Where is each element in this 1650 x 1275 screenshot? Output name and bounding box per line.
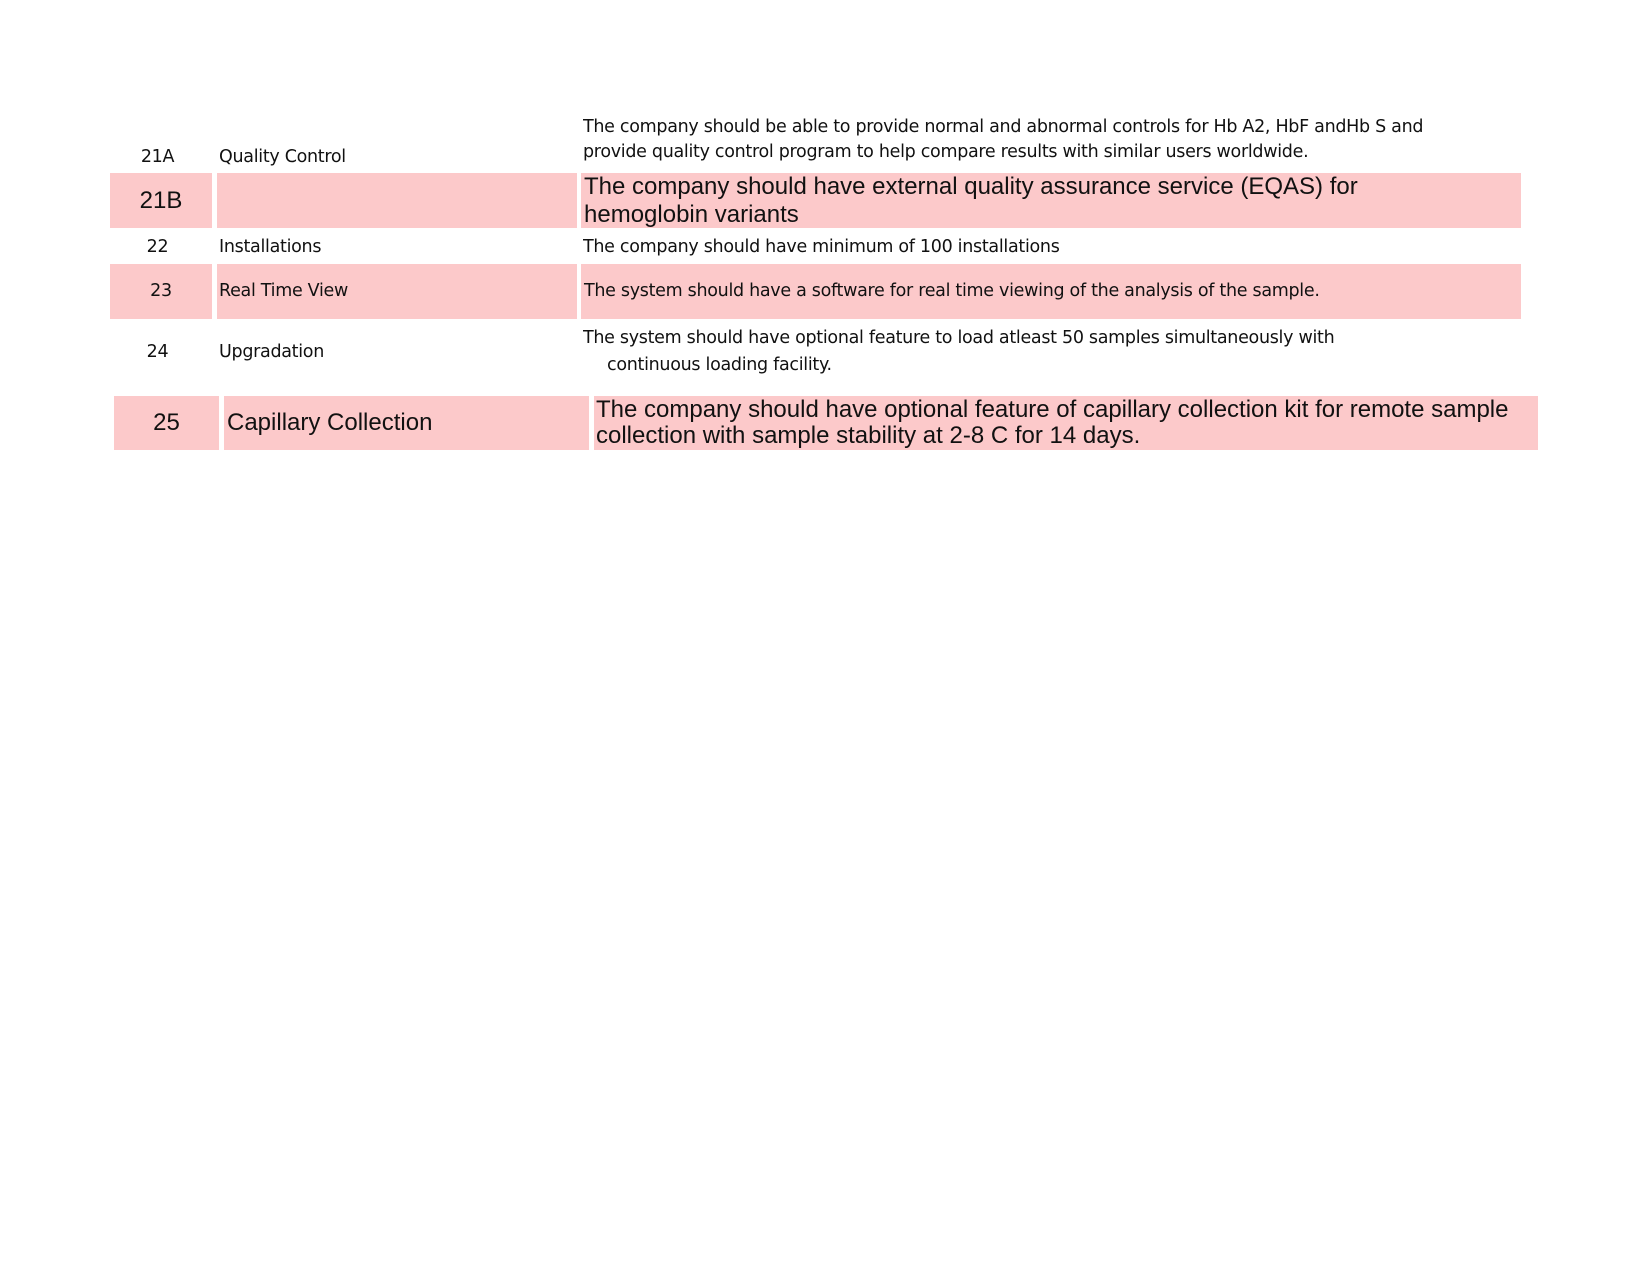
- row-description: The company should have minimum of 100 installations: [583, 236, 1060, 257]
- row-number: 24: [146, 341, 169, 362]
- row-description-line-1: The system should have optional feature to load atleast 50 samples simultaneously with: [583, 328, 1335, 348]
- row-number: 21A: [140, 146, 175, 167]
- row-description: The company should have external quality assurance service (EQAS) for hemoglobin variants: [581, 173, 1521, 228]
- row-category: [217, 173, 577, 228]
- row-number: 23: [110, 264, 212, 319]
- row-category: Real Time View: [217, 264, 577, 319]
- row-description: The system should have a software for real time viewing of the analysis of the sample.: [581, 264, 1521, 319]
- row-category: Quality Control: [219, 146, 346, 167]
- row-number: 21B: [110, 173, 212, 228]
- row-description: The company should have optional feature of capillary collection kit for remote sample collection with sample stability at 2-8 C for 14 days.: [594, 396, 1538, 450]
- row-category: Upgradation: [219, 341, 324, 362]
- row-category: Capillary Collection: [224, 396, 589, 450]
- row-description-line-2: continuous loading facility.: [607, 355, 832, 375]
- row-category: Installations: [219, 236, 322, 257]
- row-number: 25: [114, 396, 219, 450]
- row-number: 22: [146, 236, 169, 257]
- row-description: The company should be able to provide normal and abnormal controls for Hb A2, HbF andHb S and provide quality control program to help compare results with similar users worldwide.: [583, 117, 1424, 162]
